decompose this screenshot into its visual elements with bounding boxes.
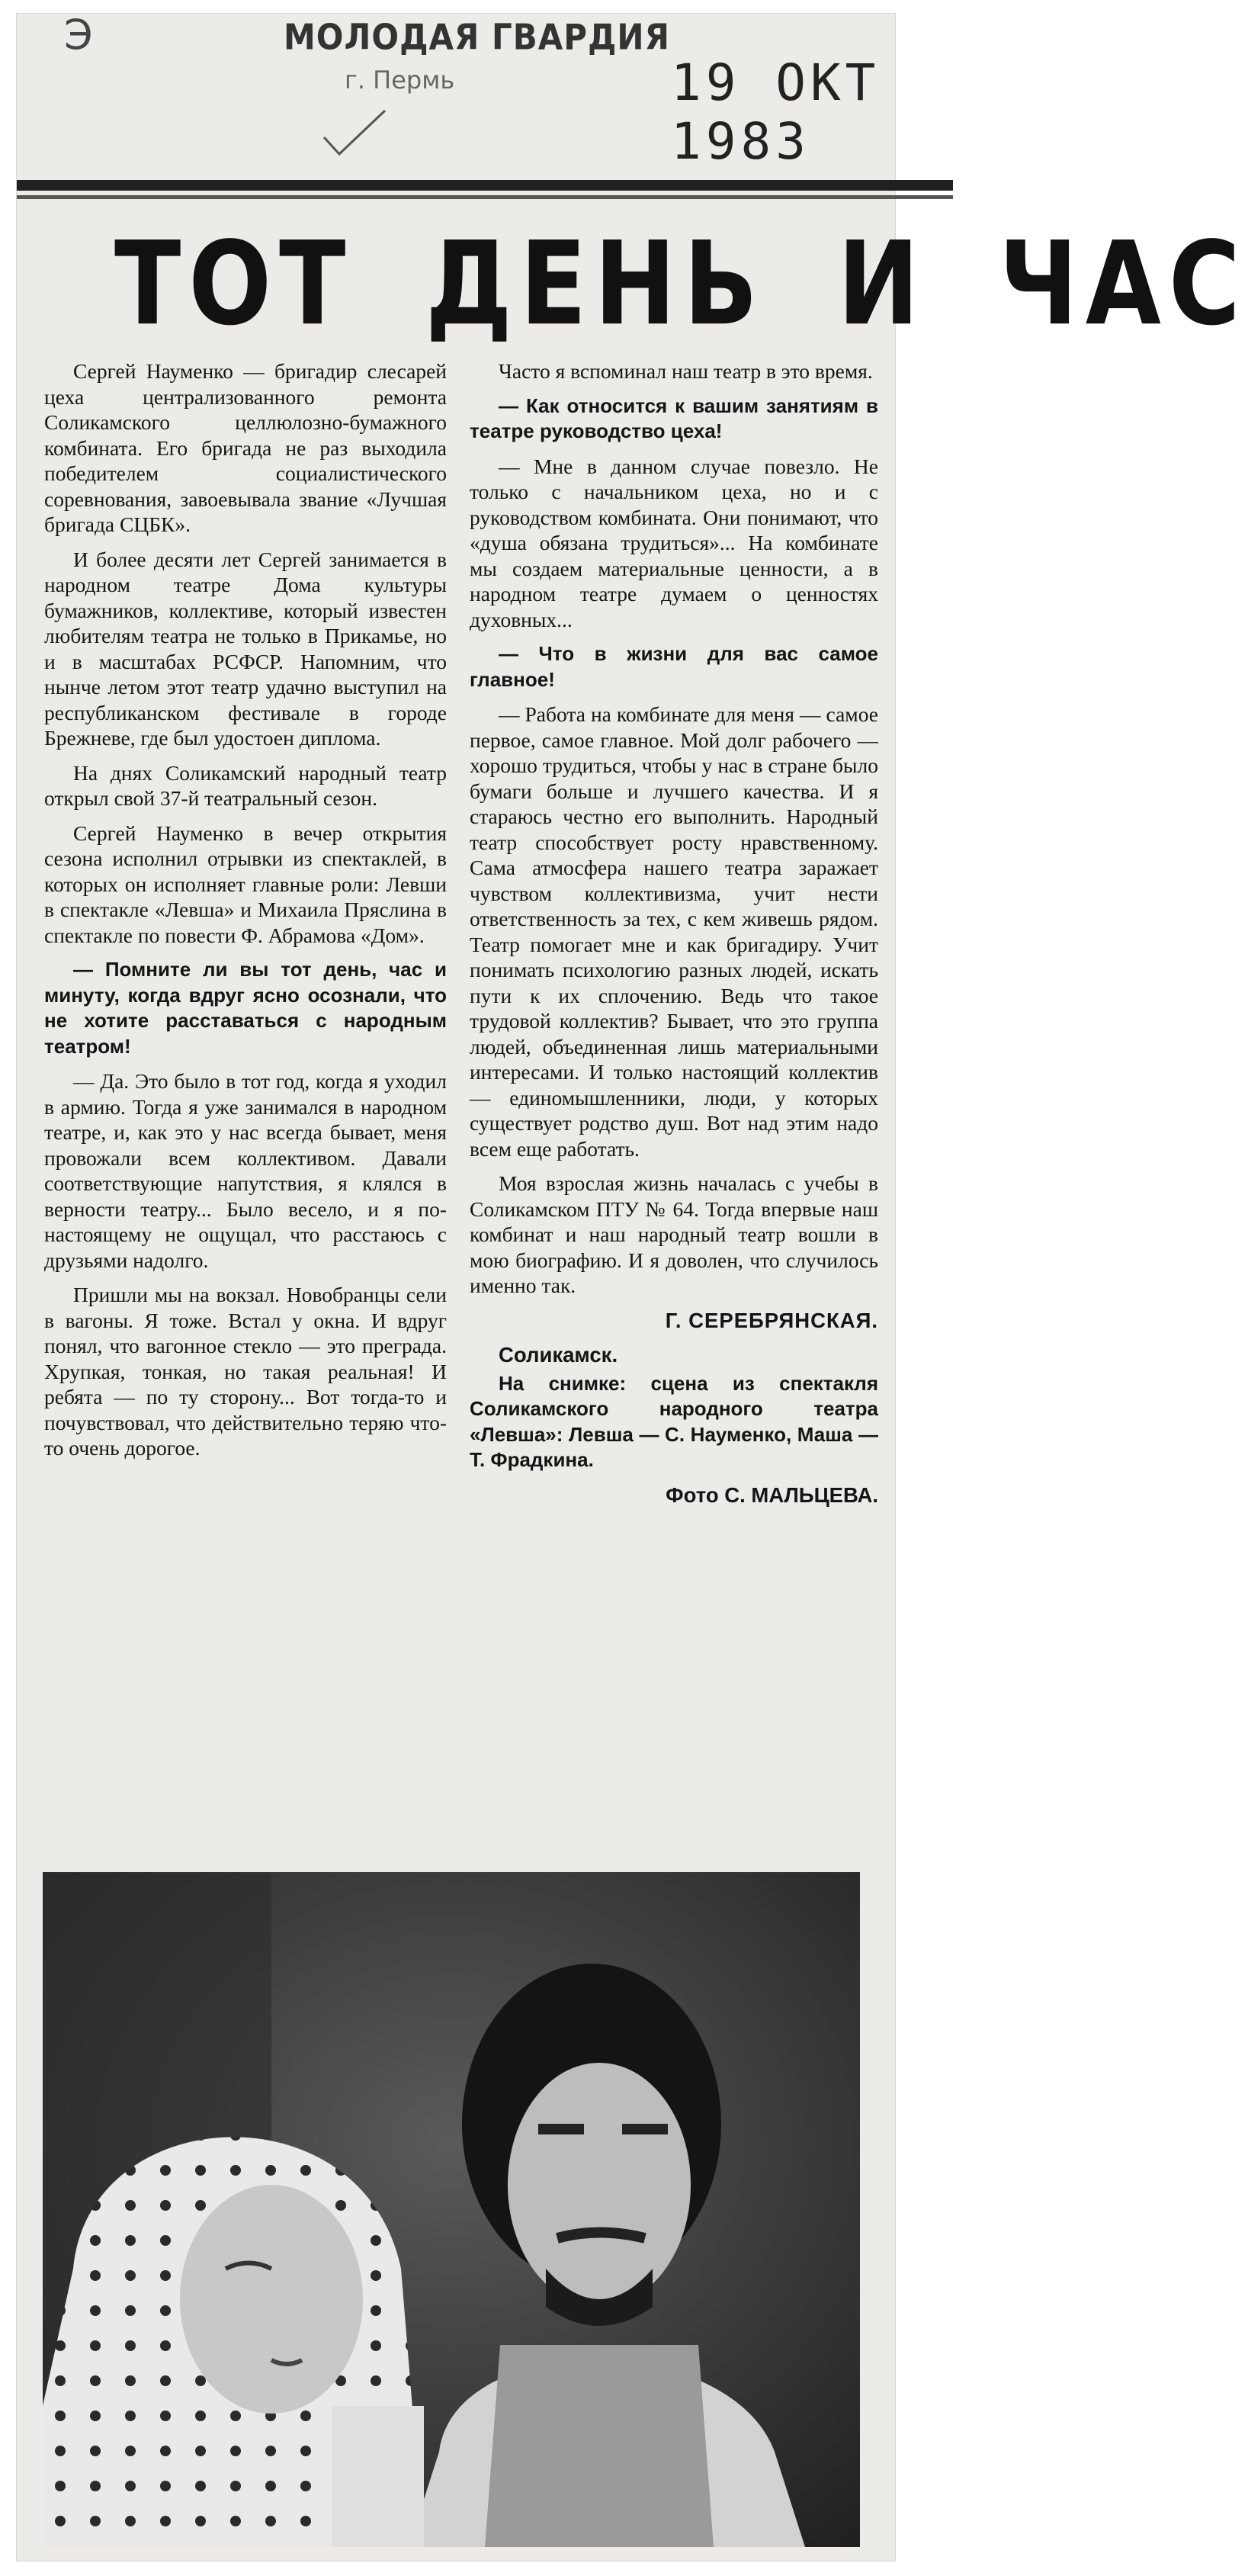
interview-question: — Помните ли вы тот день, час и минуту, когда вдруг ясно осознали, что не хотите расставаться с народным театром!	[44, 958, 447, 1058]
paragraph: На днях Соликамский народный театр открыл свой 37-й театральный сезон.	[44, 760, 447, 810]
newspaper-title: МОЛОДАЯ ГВАРДИЯ	[284, 16, 670, 58]
article-column-left	[44, 358, 447, 1470]
stage-scene-image	[43, 1872, 860, 2547]
paragraph: Моя взрослая жизнь началась с учебы в Соликамском ПТУ № 64. Тогда впервые наш комбинат и наш народный театр вошли в мою биографию. И я доволен, что случилось именно так.	[470, 1171, 878, 1297]
dateline-place: Соликамск.	[499, 1343, 618, 1367]
corner-mark: Э	[64, 11, 93, 59]
paragraph: — Работа на комбинате для меня — самое первое, самое главное. Мой долг рабочего — хорошо трудиться, чтобы у нас в стране было бумаги больше и лучшего качества. И я стараюсь честно его выполнить. Народный театр способствует росту нравственному. Сама атмосфера нашего театра заражает чувством коллективизма, учит нести ответственность за тех, с кем живешь рядом. Театр помогает мне и как бригадиру. Учит понимать психологию разных людей, искать пути к их сплочению. Ведь что такое трудовой коллектив? Бывает, что это группа людей, объединенная лишь материальными интересами. И только настоящий коллектив — единомышленники, люди, у которых существует родство душ. Вот над этим надо всем еще работать.	[470, 702, 878, 1161]
paragraph: Часто я вспоминал наш театр в это время.	[499, 359, 873, 383]
checkmark-icon	[320, 107, 389, 160]
paragraph: Сергей Науменко в вечер открытия сезона исполнил отрывки из спектаклей, в которых он исполняет главные роли: Левши в спектакле «Левша» и Михаила Пряслина в спектакле по повести Ф. Абрамова «Дом».	[44, 821, 447, 947]
header-rule-thin	[17, 195, 953, 199]
paragraph: Сергей Науменко — бригадир слесарей цеха централизованного ремонта Соликамского целлюлозно-бумажного комбината. Его бригада не раз выходила победителем социалистического соревнования, завоевывала звание «Лучшая бригада СЦБК».	[44, 359, 447, 536]
article-column-right	[470, 358, 878, 1517]
newspaper-city: г. Пермь	[345, 66, 455, 95]
interview-question: — Как относится к вашим занятиям в театре руководство цеха!	[470, 393, 878, 442]
article-headline: ТОТ ДЕНЬ И ЧАС	[114, 217, 1248, 352]
author-signature: Г. СЕРЕБРЯНСКАЯ.	[665, 1308, 878, 1332]
paragraph: — Да. Это было в тот год, когда я уходил в армию. Тогда я уже занимался в народном театре, и, как это у нас всегда бывает, меня провожали всем коллективом. Давали соответствующие напутствия, я клялся в верности театру... Было весело, и я по-настоящему не ощущал, что расстаюсь с друзьями надолго.	[44, 1069, 447, 1272]
interview-question: — Что в жизни для вас самое главное!	[470, 642, 878, 691]
photo-credit: Фото С. МАЛЬЦЕВА.	[666, 1482, 878, 1507]
header-rule	[17, 180, 953, 191]
photo-caption: На снимке: сцена из спектакля Соликамского народного театра «Левша»: Левша — С. Науменко, Маша — Т. Фрадкина.	[470, 1371, 878, 1471]
paragraph: — Мне в данном случае повезло. Не только с начальником цеха, но и с руководством комбината. Они понимают, что «душа обязана трудиться»... На комбинате мы создаем материальные ценности, а в народном театре думаем о ценностях духовных...	[470, 454, 878, 631]
paragraph: И более десяти лет Сергей занимается в народном театре Дома культуры бумажников, коллективе, который известен любителям театра не только в Прикамье, но и в масштабах РСФСР. Напомним, что нынче летом этот театр удачно выступил на республиканском фестивале в городе Брежневе, где был удостоен диплома.	[44, 547, 447, 750]
article-photo	[43, 1872, 860, 2547]
paragraph: Пришли мы на вокзал. Новобранцы сели в вагоны. Я тоже. Встал у окна. И вдруг понял, что вагонное стекло — это преграда. Хрупкая, тонкая, но такая реальная! И ребята — по ту сторону... Вот тогда-то и почувствовал, что действительно теряю что-то очень дорогое.	[44, 1283, 447, 1460]
date-stamp: 19 ОКТ 1983	[671, 53, 881, 171]
